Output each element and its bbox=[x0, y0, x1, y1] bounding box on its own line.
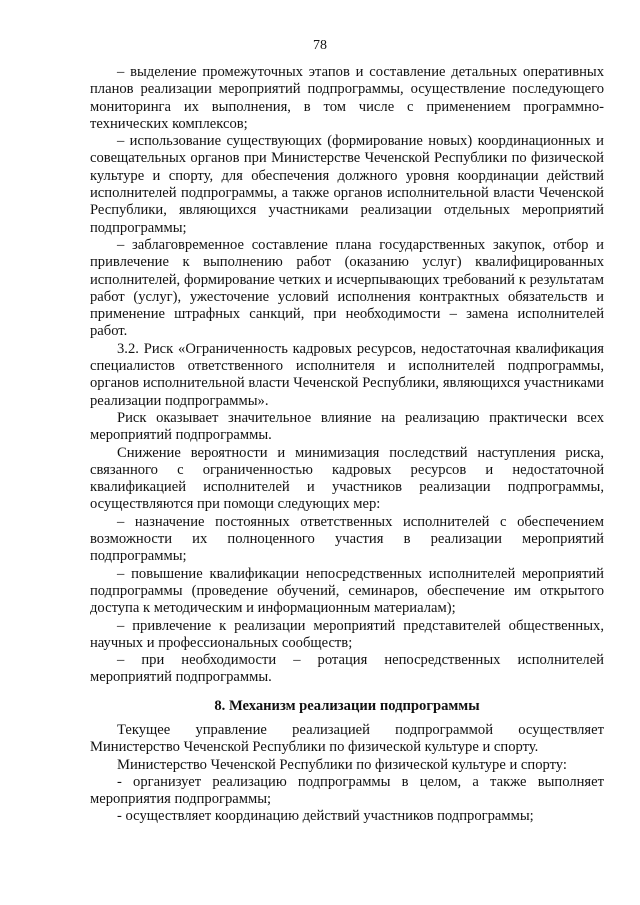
paragraph-ministry: Министерство Чеченской Республики по физической культуре и спорту: bbox=[117, 756, 567, 773]
page-number: 78 bbox=[313, 38, 327, 53]
section-heading: 8. Механизм реализации подпрограммы bbox=[214, 697, 480, 714]
paragraph-risk-impact: Риск оказывает значительное влияние на реализацию практически всех мероприятий подпрограммы. bbox=[90, 409, 604, 444]
paragraph-rotation: – при необходимости – ротация непосредственных исполнителей мероприятий подпрограммы. bbox=[90, 652, 604, 686]
paragraph-coordinates: - осуществляет координацию действий участников подпрограммы; bbox=[117, 808, 534, 825]
paragraph-risk-3-2: 3.2. Риск «Ограниченность кадровых ресурсов, недостаточная квалификация специалистов ответственного исполнителя и исполнителей подпрограммы, органов исполнительной власти Чеченской Республики, являющихся участниками реализации подпрограммы». bbox=[90, 340, 604, 409]
paragraph-organizes: - организует реализацию подпрограммы в целом, а также выполняет мероприятия подпрограммы; bbox=[90, 773, 604, 808]
paragraph-community-involvement: – привлечение к реализации мероприятий представителей общественных, научных и профессиональных сообществ; bbox=[90, 617, 604, 651]
paragraph-current-management: Текущее управление реализацией подпрограммой осуществляет Министерство Чеченской Республики по физической культуре и спорту. bbox=[90, 721, 604, 756]
document-body bbox=[90, 64, 604, 826]
paragraph-procurement-plan: – заблаговременное составление плана государственных закупок, отбор и привлечение к выполнению работ (оказанию услуг) квалифицированных исполнителей, формирование четких и исчерпывающих требований к результатам работ (услуг), ужесточение условий исполнения контрактных обязательств и применение штрафных санкций, при необходимости – замена исполнителей работ. bbox=[90, 236, 604, 340]
paragraph-risk-mitigation: Снижение вероятности и минимизация последствий наступления риска, связанного с ограниченностью кадровых ресурсов и недостаточной квалификацией исполнителей и участников реализации подпрограммы, осуществляются при помощи следующих мер: bbox=[90, 444, 604, 513]
paragraph-qualification: – повышение квалификации непосредственных исполнителей мероприятий подпрограммы (проведение обучений, семинаров, обеспечение им открытого доступа к методическим и информационным материалам); bbox=[90, 565, 604, 617]
paragraph-coordination-bodies: – использование существующих (формирование новых) координационных и совещательных органов при Министерстве Чеченской Республики по физической культуре и спорту, для обеспечения должного уровня координации действий исполнителей подпрограммы, а также органов исполнительной власти Чеченской Республики, являющихся участниками реализации отдельных мероприятий подпрограммы; bbox=[90, 133, 604, 236]
paragraph-staging-plans: – выделение промежуточных этапов и составление детальных оперативных планов реализации мероприятий подпрограммы, осуществление последующего мониторинга их выполнения, в том числе с применением программно-технических комплексов; bbox=[90, 64, 604, 132]
paragraph-appoint-executors: – назначение постоянных ответственных исполнителей с обеспечением возможности их полноценного участия в реализации мероприятий подпрограммы; bbox=[90, 513, 604, 565]
